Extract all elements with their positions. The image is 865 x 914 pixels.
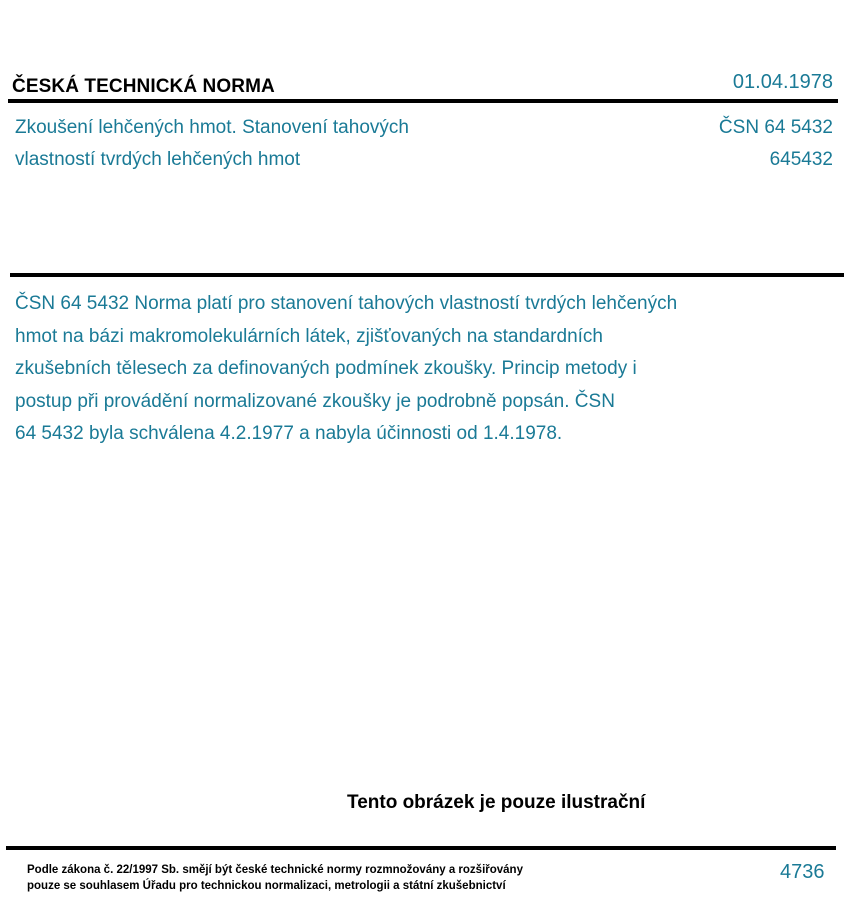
publication-date: 01.04.1978 xyxy=(732,71,833,93)
abstract-line: ČSN 64 5432 Norma platí pro stanovení tahových vlastností tvrdých lehčených xyxy=(15,293,678,314)
catalog-number: 645432 xyxy=(769,149,833,170)
legal-notice xyxy=(27,862,523,894)
document-type-title: ČESKÁ TECHNICKÁ NORMA xyxy=(12,76,275,97)
abstract xyxy=(15,288,785,451)
header-divider xyxy=(8,99,838,103)
abstract-line: 64 5432 byla schválena 4.2.1977 a nabyla účinnosti od 1.4.1978. xyxy=(15,423,563,445)
subject-line-2: vlastností tvrdých lehčených hmot xyxy=(15,149,301,170)
illustration-notice: Tento obrázek je pouze ilustrační xyxy=(347,792,646,813)
page-number: 4736 xyxy=(780,861,825,883)
legal-notice-line: pouze se souhlasem Úřadu pro technickou normalizaci, metrologii a státní zkušebnictví xyxy=(27,880,506,892)
footer-divider xyxy=(6,846,836,850)
abstract-line: postup při provádění normalizované zkoušky je podrobně popsán. ČSN xyxy=(15,390,615,412)
abstract-line: hmot na bázi makromolekulárních látek, zjišťovaných na standardních xyxy=(15,325,603,347)
abstract-line: zkušebních tělesech za definovaných podmínek zkoušky. Princip metody i xyxy=(15,358,637,380)
legal-notice-line: Podle zákona č. 22/1997 Sb. smějí být české technické normy rozmnožovány a rozšiřovány xyxy=(27,864,523,876)
subject-line-1: Zkoušení lehčených hmot. Stanovení tahových xyxy=(15,117,409,138)
standard-code: ČSN 64 5432 xyxy=(718,117,833,138)
section-divider xyxy=(10,273,844,277)
